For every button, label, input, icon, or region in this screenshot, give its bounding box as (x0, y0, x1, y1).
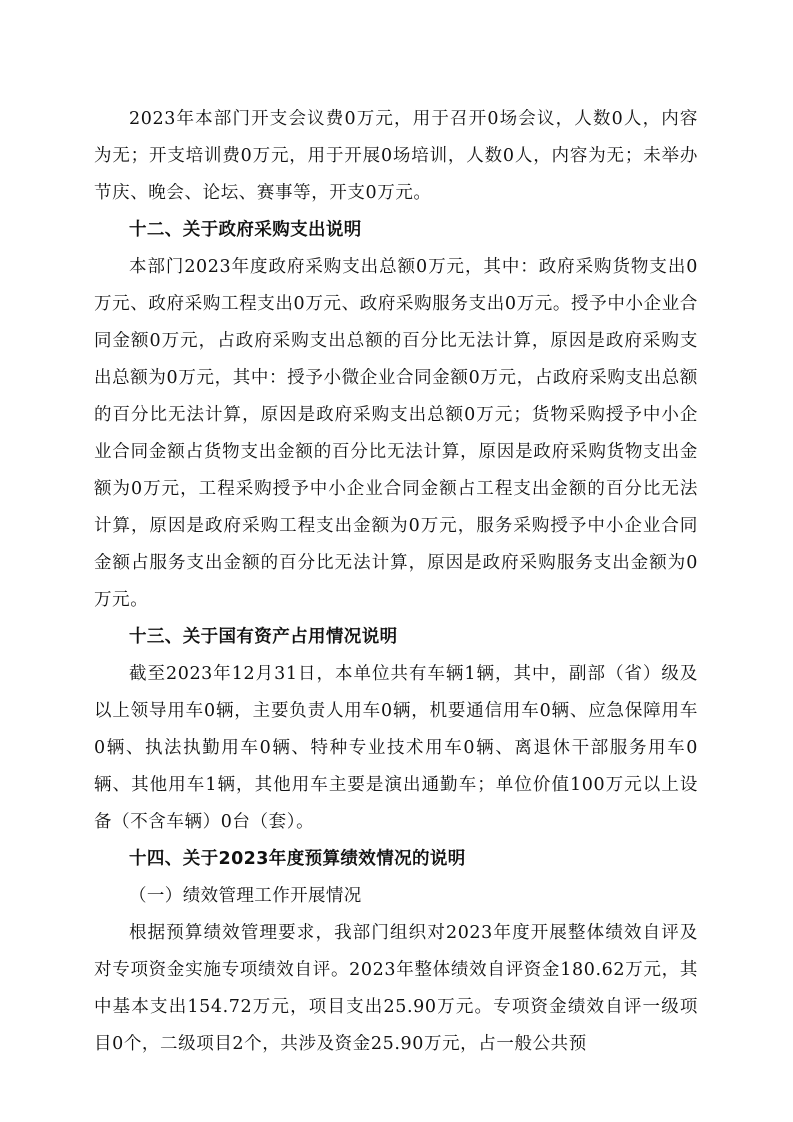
paragraph-state-assets: 截至2023年12月31日，本单位共有车辆1辆，其中，副部（省）级及以上领导用车0辆，主要负责人用车0辆，机要通信用车0辆、应急保障用车0辆、执法执勤用车0辆、特种专业技术用车0辆、离退休干部服务用车0辆、其他用车1辆，其他用车主要是演出通勤车；单位价值100万元以上设备（不含车辆）0台（套）。 (94, 664, 698, 832)
section-heading-government-procurement: 十二、关于政府采购支出说明 (129, 220, 362, 240)
section-heading-state-assets: 十三、关于国有资产占用情况说明 (129, 627, 398, 647)
document-body (94, 101, 698, 1063)
paragraph-meeting-training-expenses: 2023年本部门开支会议费0万元，用于召开0场会议，人数0人，内容为无；开支培训费0万元，用于开展0场培训，人数0人，内容为无；未举办节庆、晚会、论坛、赛事等，开支0万元。 (94, 109, 698, 203)
section-heading-budget-performance: 十四、关于2023年度预算绩效情况的说明 (129, 849, 466, 869)
paragraph-government-procurement: 本部门2023年度政府采购支出总额0万元，其中：政府采购货物支出0万元、政府采购工程支出0万元、政府采购服务支出0万元。授予中小企业合同金额0万元，占政府采购支出总额的百分比无法计算，原因是政府采购支出总额为0万元，其中：授予小微企业合同金额0万元，占政府采购支出总额的百分比无法计算，原因是政府采购支出总额0万元；货物采购授予中小企业合同金额占货物支出金额的百分比无法计算，原因是政府采购货物支出金额为0万元，工程采购授予中小企业合同金额占工程支出金额的百分比无法计算，原因是政府采购工程支出金额为0万元，服务采购授予中小企业合同金额占服务支出金额的百分比无法计算，原因是政府采购服务支出金额为0万元。 (94, 257, 698, 610)
subsection-heading-performance-management: （一）绩效管理工作开展情况 (129, 886, 362, 906)
paragraph-performance-self-evaluation: 根据预算绩效管理要求，我部门组织对2023年度开展整体绩效自评及对专项资金实施专项绩效自评。2023年整体绩效自评资金180.62万元，其中基本支出154.72万元，项目支出25.90万元。专项资金绩效自评一级项目0个，二级项目2个，共涉及资金25.90万元，占一般公共预 (94, 923, 698, 1054)
